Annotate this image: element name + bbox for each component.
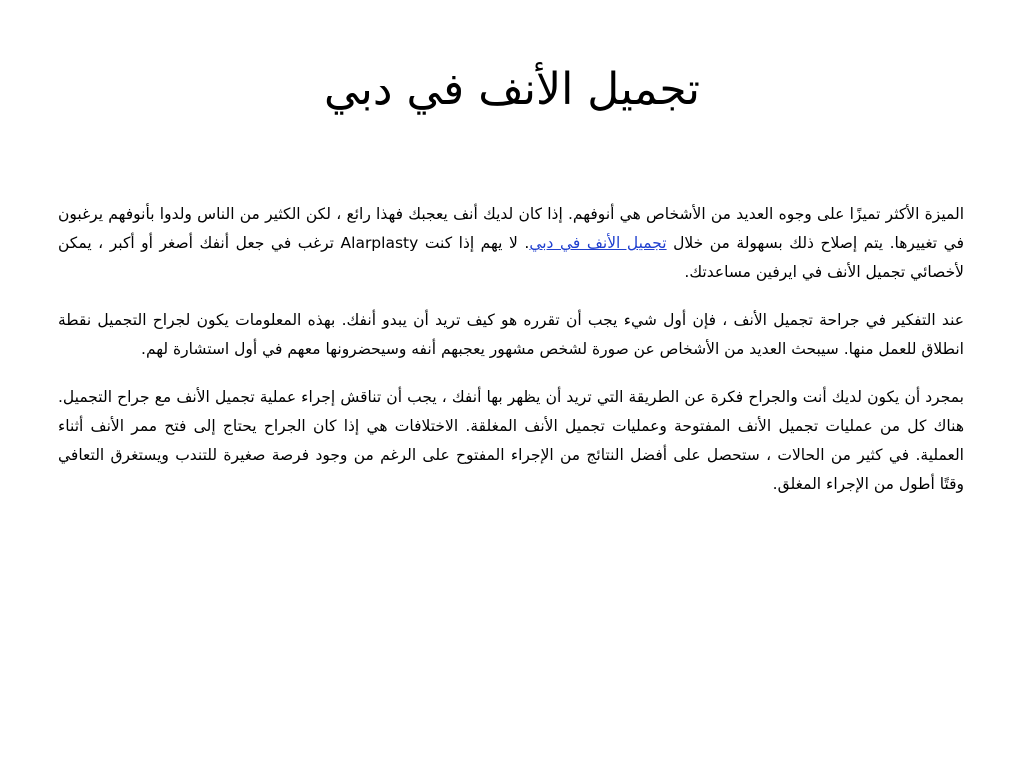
paragraph-2: عند التفكير في جراحة تجميل الأنف ، فإن أول شيء يجب أن تقرره هو كيف تريد أن يبدو أنفك. بهذه المعلومات يكون لجراح التجميل نقطة انطلاق للعمل منها. سيبحث العديد من الأشخاص عن صورة لشخص مشهور يعجبهم أنفه وسيحضرونها معهم في أول استشارة لهم. [58,311,964,358]
paragraph-3: بمجرد أن يكون لديك أنت والجراح فكرة عن الطريقة التي تريد أن يظهر بها أنفك ، يجب أن تناقش إجراء عملية تجميل الأنف مع جراح التجميل. هناك كل من عمليات تجميل الأنف المفتوحة وعمليات تجميل الأنف المغلقة. الاختلافات هي إذا كان الجراح يحتاج إلى فتح ممر الأنف أثناء العملية. في كثير من الحالات ، ستحصل على أفضل النتائج من الإجراء المفتوح على الرغم من وجود فرصة صغيرة للتندب ويستغرق التعافي وقتًا أطول من الإجراء المغلق. [58,388,964,493]
paragraph-1-text-after-link: . لا يهم إذا كنت Alarplasty ترغب في جعل أنفك أصغر أو أكبر ، يمكن لأخصائي تجميل الأنف في ايرفين مساعدتك. [58,234,964,281]
article-body [58,200,964,518]
paragraph-1-text-before-link: الميزة الأكثر تميزًا على وجوه العديد من الأشخاص هي أنوفهم. إذا كان لديك أنف يعجبك فهذا رائع ، لكن الكثير من الناس ولدوا بأنوفهم يرغبون في تغييرها. يتم إصلاح ذلك بسهولة من خلال [58,205,964,252]
rhinoplasty-dubai-link[interactable]: تجميل الأنف في دبي [529,234,667,252]
page-title: تجميل الأنف في دبي [324,64,700,115]
paragraph-1 [58,200,964,287]
